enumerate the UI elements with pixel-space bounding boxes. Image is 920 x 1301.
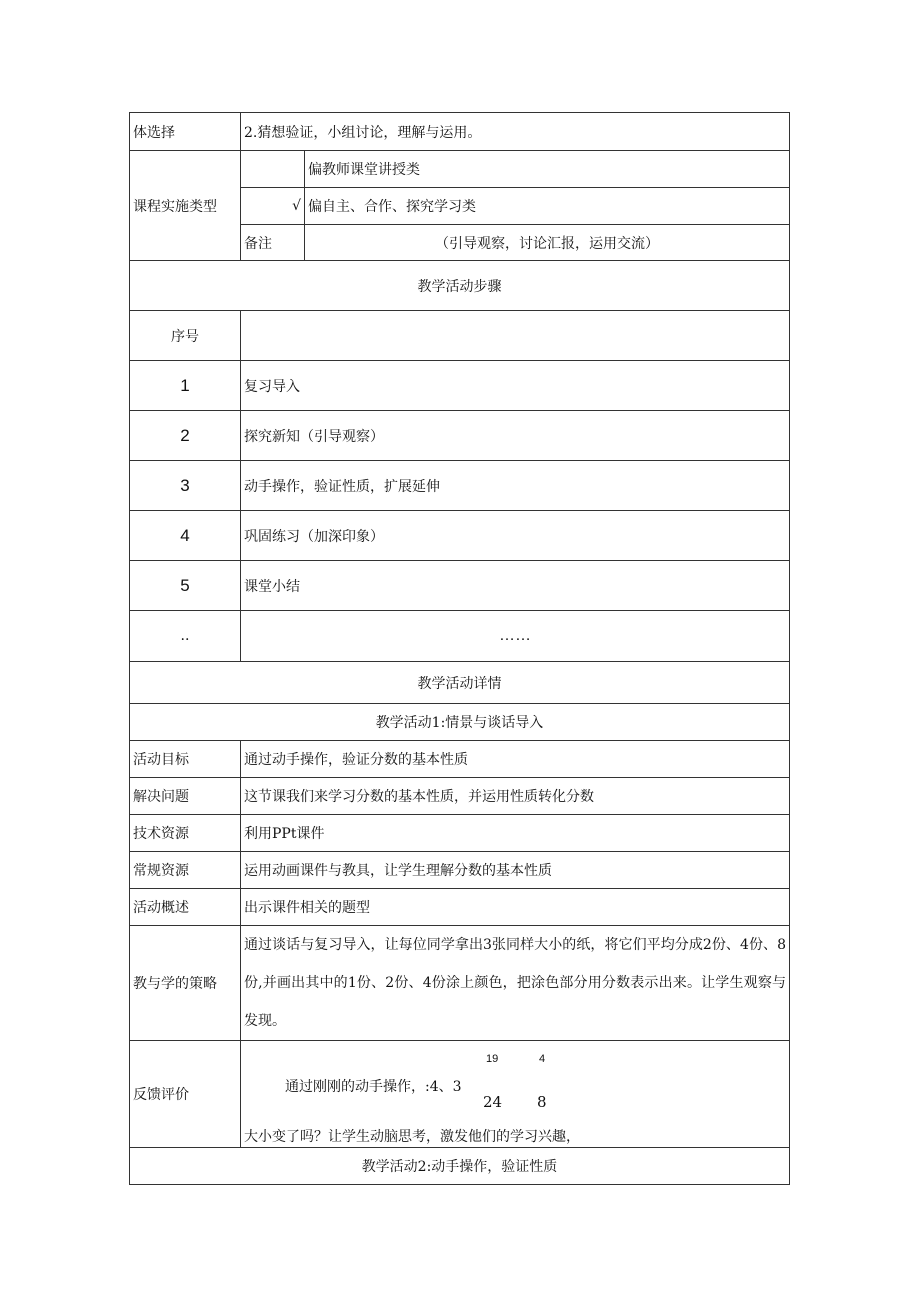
detail-label: 活动概述 — [130, 889, 241, 926]
strategy-text: 通过谈话与复习导入，让每位同学拿出3张同样大小的纸，将它们平均分成2份、4份、8份,并画出其中的1份、2份、4份涂上颜色，把涂色部分用分数表示出来。让学生观察与发现。 — [241, 926, 790, 1041]
detail-label: 解决问题 — [130, 778, 241, 815]
feedback-content — [241, 1042, 789, 1146]
activity2-title: 教学活动2:动手操作，验证性质 — [130, 1148, 790, 1185]
step-number: 3 — [130, 461, 241, 511]
feedback-line-1: 通过刚刚的动手操作，:4、3 — [285, 1079, 462, 1095]
detail-label: 活动目标 — [130, 741, 241, 778]
feedback-label: 反馈评价 — [130, 1041, 241, 1148]
impl-option-self: 偏自主、合作、探究学习类 — [305, 188, 790, 225]
feedback-line-2: 大小变了吗？让学生动脑思考，激发他们的学习兴趣， — [244, 1129, 580, 1145]
step-row — [130, 511, 790, 561]
detail-row — [130, 852, 790, 889]
detail-row — [130, 815, 790, 852]
detail-row — [130, 778, 790, 815]
impl-label: 课程实施类型 — [130, 151, 241, 261]
method-row — [130, 113, 790, 151]
ellipsis-row — [130, 611, 790, 662]
seq-header-row — [130, 311, 790, 361]
fraction-numerator-1: 19 — [486, 1053, 499, 1065]
steps-title: 教学活动步骤 — [130, 261, 790, 311]
ellipsis-right: …… — [241, 611, 790, 662]
steps-title-row — [130, 261, 790, 311]
method-value: 2.猜想验证，小组讨论，理解与运用。 — [241, 113, 790, 151]
details-title: 教学活动详情 — [130, 662, 790, 704]
step-text: 课堂小结 — [241, 561, 790, 611]
step-row — [130, 561, 790, 611]
step-number: 1 — [130, 361, 241, 411]
note-label: 备注 — [241, 225, 305, 261]
detail-value: 出示课件相关的题型 — [241, 889, 790, 926]
fraction-numerator-2: 4 — [539, 1053, 546, 1065]
detail-label: 技术资源 — [130, 815, 241, 852]
fraction-denominator-2: 8 — [537, 1093, 547, 1111]
fraction-denominator-1: 24 — [483, 1093, 503, 1111]
lesson-plan-table — [129, 112, 790, 1185]
detail-value: 这节课我们来学习分数的基本性质，并运用性质转化分数 — [241, 778, 790, 815]
step-number: 4 — [130, 511, 241, 561]
detail-row — [130, 741, 790, 778]
ellipsis-left: .. — [130, 611, 241, 662]
step-row — [130, 361, 790, 411]
step-text: 复习导入 — [241, 361, 790, 411]
step-number: 2 — [130, 411, 241, 461]
step-row — [130, 461, 790, 511]
method-label: 体选择 — [130, 113, 241, 151]
detail-value: 通过动手操作，验证分数的基本性质 — [241, 741, 790, 778]
note-value: （引导观察，讨论汇报，运用交流） — [305, 225, 790, 261]
activity1-title: 教学活动1:情景与谈话导入 — [130, 704, 790, 741]
step-row — [130, 411, 790, 461]
step-number: 5 — [130, 561, 241, 611]
check-mark: √ — [241, 188, 305, 225]
details-title-row — [130, 662, 790, 704]
seq-label: 序号 — [130, 311, 241, 361]
detail-value: 运用动画课件与教具，让学生理解分数的基本性质 — [241, 852, 790, 889]
step-text: 巩固练习（加深印象） — [241, 511, 790, 561]
step-text: 动手操作，验证性质，扩展延伸 — [241, 461, 790, 511]
strategy-row — [130, 926, 790, 1041]
step-text: 探究新知（引导观察） — [241, 411, 790, 461]
impl-row-1 — [130, 151, 790, 188]
activity2-row — [130, 1148, 790, 1185]
detail-value: 利用PPt课件 — [241, 815, 790, 852]
activity1-row — [130, 704, 790, 741]
impl-option-teacher: 偏教师课堂讲授类 — [305, 151, 790, 188]
strategy-label: 教与学的策略 — [130, 926, 241, 1041]
feedback-row — [130, 1041, 790, 1148]
detail-row — [130, 889, 790, 926]
detail-label: 常规资源 — [130, 852, 241, 889]
